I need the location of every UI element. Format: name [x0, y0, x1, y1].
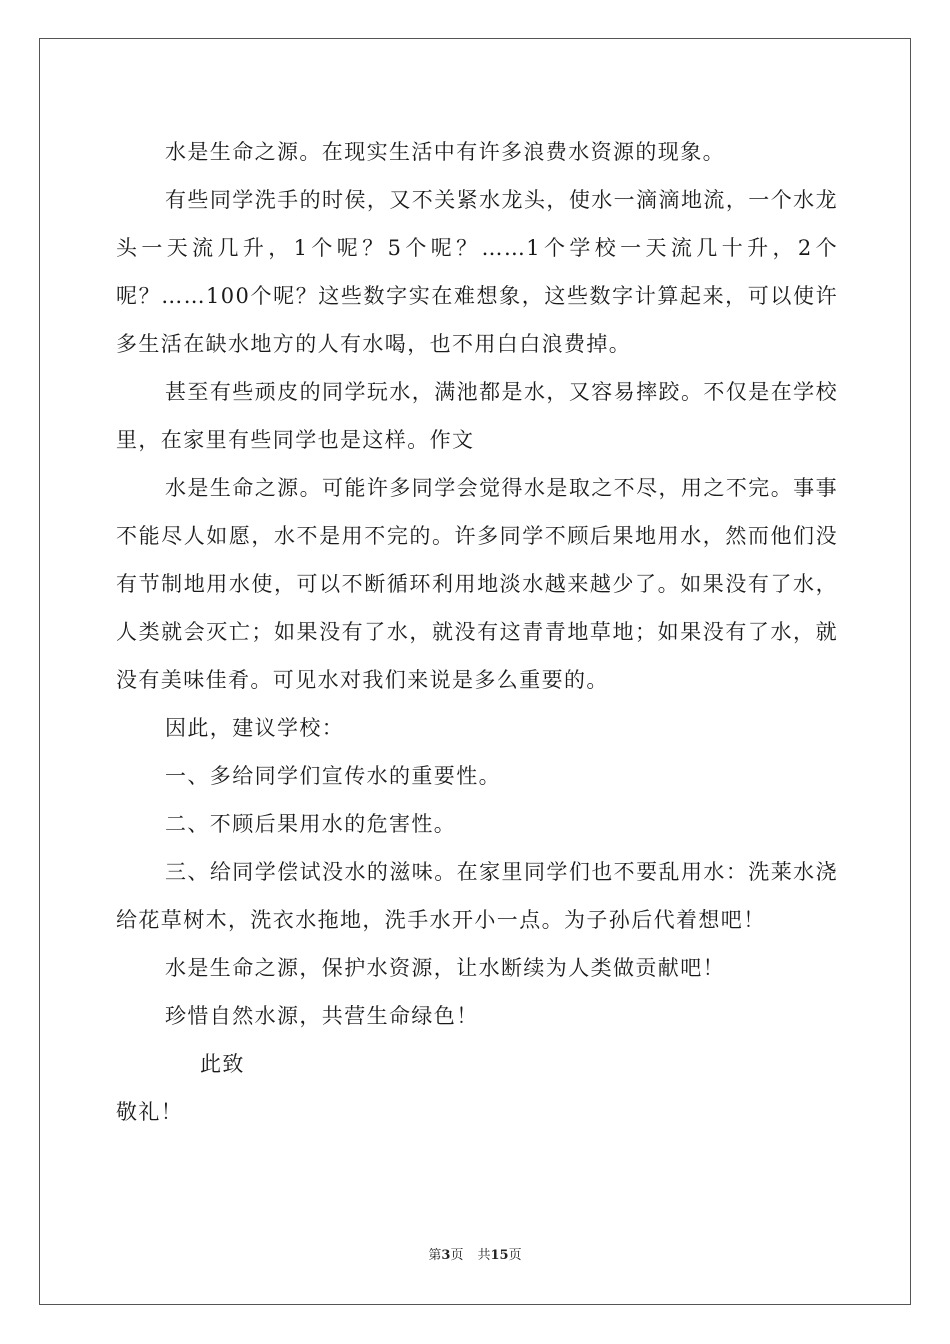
page-current: 3: [441, 1248, 451, 1263]
total-suffix: 页: [508, 1248, 522, 1263]
closing-phrase: 此致: [200, 1052, 245, 1076]
paragraph: 二、不顾后果用水的危害性。: [165, 812, 457, 836]
page-suffix: 页: [450, 1248, 464, 1263]
page-footer: [0, 1246, 950, 1266]
paragraph: 有些同学洗手的时侯，又不关紧水龙头，使水一滴滴地流，一个水龙头一天流几升，1个呢？5个呢？……1个学校一天流几十升，2个呢？……100个呢？这些数字实在难想象，这些数字计算起来，可以使许多生活在缺水地方的人有水喝，也不用白白浪费掉。: [116, 188, 838, 356]
paragraph: 珍惜自然水源，共营生命绿色！: [165, 1004, 479, 1028]
paragraph: 水是生命之源。在现实生活中有许多浪费水资源的现象。: [165, 140, 725, 164]
salutation: 敬礼！: [116, 1100, 184, 1124]
paragraph: 三、给同学偿试没水的滋味。在家里同学们也不要乱用水：洗莱水浇给花草树木，洗衣水拖地，洗手水开小一点。为子孙后代着想吧！: [116, 860, 838, 932]
paragraph: 水是生命之源，保护水资源，让水断续为人类做贡献吧！: [165, 956, 725, 980]
paragraph: 因此，建议学校：: [165, 716, 345, 740]
letter-body: [116, 128, 838, 1136]
total-prefix: 共: [477, 1248, 491, 1263]
paragraph: 水是生命之源。可能许多同学会觉得水是取之不尽，用之不完。事事不能尽人如愿，水不是用不完的。许多同学不顾后果地用水，然而他们没有节制地用水使，可以不断循环利用地淡水越来越少了。如果没有了水，人类就会灭亡；如果没有了水，就没有这青青地草地；如果没有了水，就没有美味佳肴。可见水对我们来说是多么重要的。: [116, 476, 838, 692]
paragraph: 甚至有些顽皮的同学玩水，满池都是水，又容易摔跤。不仅是在学校里，在家里有些同学也是这样。作文: [116, 380, 838, 452]
paragraph: 一、多给同学们宣传水的重要性。: [165, 764, 501, 788]
page-prefix: 第: [428, 1248, 442, 1263]
page-total: 15: [490, 1248, 509, 1263]
